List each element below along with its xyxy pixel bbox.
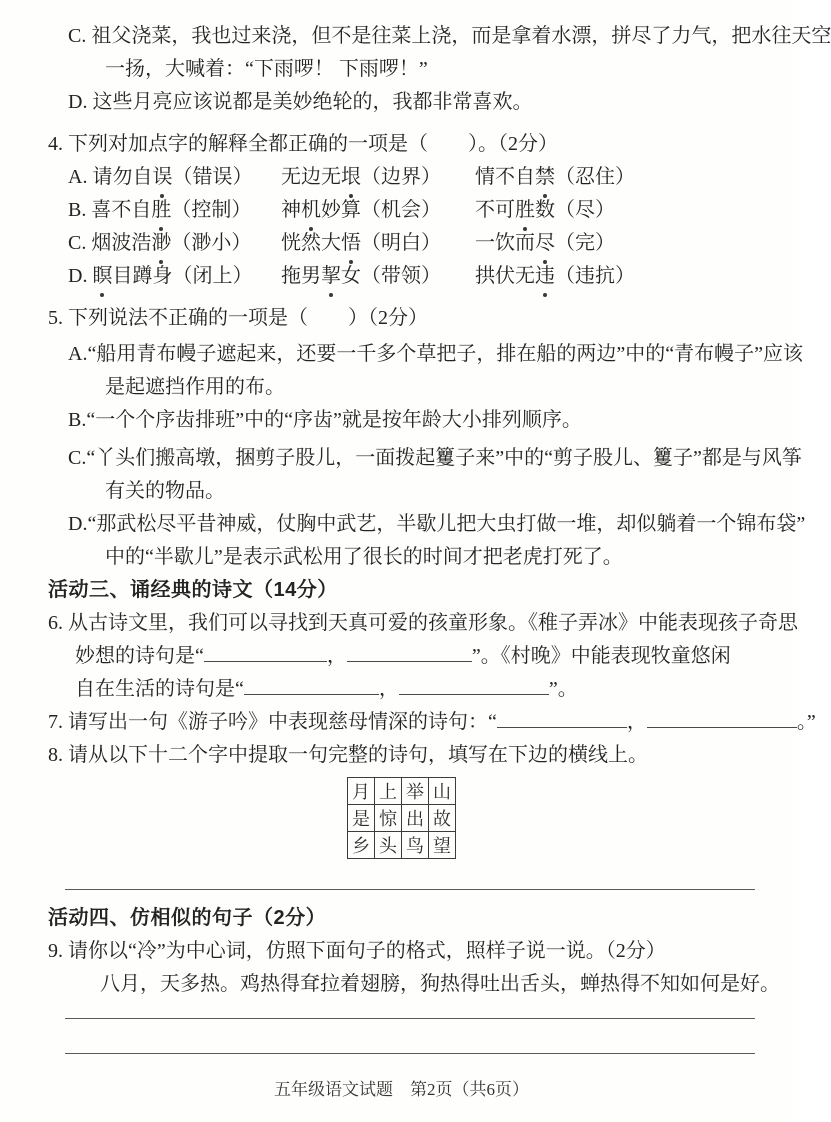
dotted-char: 渺 — [151, 227, 171, 260]
q6-blank-3 — [244, 692, 379, 695]
phrase-post: （违抗） — [555, 265, 635, 287]
phrase-post: （边界） — [361, 166, 441, 188]
phrase-pre: 恍然大 — [281, 232, 341, 254]
q7-text-b: 。” — [796, 711, 816, 733]
phrase-post: （忍住） — [555, 166, 635, 188]
q5-option-c-line1: C.“丫头们搬高墩，捆剪子股儿，一面拨起籰子来”中的“剪子股儿、籰子”都是与风筝 — [68, 447, 802, 469]
q9-example-sentence: 八月，天多热。鸡热得耷拉着翅膀，狗热得吐出舌头，蝉热得不知如何是好。 — [100, 973, 780, 995]
q4-c-phrase-2 — [281, 227, 475, 260]
dotted-char: 尽 — [535, 227, 555, 260]
page-footer: 五年级语文试题 第2页（共6页） — [274, 1080, 529, 1099]
dotted-char: 悟 — [341, 227, 361, 260]
q6-comma-2: ， — [378, 678, 399, 700]
q5-option-c-line2: 有关的物品。 — [105, 480, 225, 502]
q4-option-row-a — [48, 161, 755, 194]
q5-option-d-line2: 中的“半歇儿”是表示武松用了很长的时间才把老虎打死了。 — [105, 546, 623, 568]
q5-option-a-line2: 是起遮挡作用的布。 — [105, 376, 285, 398]
q7-comma: ， — [626, 711, 647, 733]
phrase-post: （渺小） — [171, 232, 252, 254]
q6-comma-1: ， — [326, 645, 347, 667]
q4-a-phrase-2 — [281, 161, 475, 194]
q4-d-label: D. — [68, 265, 93, 287]
phrase-pre: 一饮而 — [475, 232, 535, 254]
grid-cell: 故 — [429, 805, 456, 832]
grid-row — [348, 805, 456, 832]
q4-d-phrase-2 — [281, 260, 475, 293]
q6-line2 — [48, 640, 755, 673]
q8-stem: 8. 请从以下十二个字中提取一句完整的诗句，填写在下边的横线上。 — [48, 744, 648, 766]
q4-a-phrase-3 — [475, 161, 755, 194]
q4-c-phrase-1 — [68, 227, 281, 260]
q4-option-row-c — [48, 227, 755, 260]
q6-line2-text-a: 妙想的诗句是“ — [75, 645, 204, 667]
phrase-pre: 烟波浩 — [91, 232, 152, 254]
q6-line1: 6. 从古诗文里，我们可以寻找到天真可爱的孩童形象。《稚子弄冰》中能表现孩子奇思 — [48, 612, 798, 634]
q4-d-phrase-1 — [68, 260, 281, 293]
phrase-post: 女（带领） — [341, 265, 441, 287]
grid-cell: 鸟 — [402, 832, 429, 859]
dotted-char: 挈 — [321, 260, 341, 293]
phrase-pre: 请勿自 — [92, 166, 153, 188]
q3-option-c-line2: 一扬，大喊着：“下雨啰！ 下雨啰！” — [105, 58, 428, 80]
dotted-char: 胜 — [515, 194, 535, 227]
q3-option-c-line1: C. 祖父浇菜，我也过来浇，但不是往菜上浇，而是拿着水漂，拼尽了力气，把水往天空 — [68, 25, 831, 47]
q6-line2-text-b: ”。《村晚》中能表现牧童悠闲 — [471, 645, 731, 667]
q4-b-phrase-3 — [475, 194, 755, 227]
q4-c-phrase-3 — [475, 227, 755, 260]
grid-cell: 山 — [429, 778, 456, 805]
q6-line3-text-a: 自在生活的诗句是“ — [75, 678, 244, 700]
q4-a-phrase-1 — [68, 161, 281, 194]
q4-option-row-b — [48, 194, 755, 227]
phrase-post: 目蹲身（闭上） — [112, 265, 253, 287]
dotted-char: 禁 — [535, 161, 555, 194]
q9-answer-line-2 — [65, 1053, 755, 1054]
dotted-char: 垠 — [341, 161, 361, 194]
phrase-pre: 神 — [281, 199, 301, 221]
phrase-post: （明白） — [361, 232, 441, 254]
grid-cell: 乡 — [348, 832, 375, 859]
grid-cell: 头 — [375, 832, 402, 859]
grid-cell: 出 — [402, 805, 429, 832]
q5-option-b: B.“一个个序齿排班”中的“序齿”就是按年龄大小排列顺序。 — [68, 409, 582, 431]
q4-option-row-d — [48, 260, 755, 293]
q5-option-a-line1: A.“船用青布幔子遮起来，还要一千多个草把子，排在船的两边”中的“青布幔子”应该 — [68, 343, 803, 365]
section-heading-activity3: 活动三、诵经典的诗文（14分） — [48, 579, 338, 601]
dotted-char: 违 — [535, 260, 555, 293]
q7-text-a: 7. 请写出一句《游子吟》中表现慈母情深的诗句：“ — [48, 711, 497, 733]
phrase-pre: 无边无 — [281, 166, 341, 188]
q6-line3-text-b: ”。 — [548, 678, 578, 700]
phrase-pre: 喜不自 — [91, 199, 152, 221]
section-heading-activity4: 活动四、仿相似的句子（2分） — [48, 907, 327, 929]
q7-blank-2 — [647, 725, 797, 728]
dotted-char: 误 — [152, 161, 172, 194]
phrase-pre: 拖男 — [281, 265, 321, 287]
q3-option-d: D. 这些月亮应该说都是美妙绝轮的，我都非常喜欢。 — [68, 91, 533, 113]
grid-cell: 上 — [375, 778, 402, 805]
phrase-post: 数（尽） — [535, 199, 615, 221]
grid-cell: 是 — [348, 805, 375, 832]
q8-char-grid — [347, 777, 456, 859]
q9-stem: 9. 请你以“冷”为中心词，仿照下面句子的格式，照样子说一说。（2分） — [48, 940, 666, 962]
phrase-post: 妙算（机会） — [321, 199, 441, 221]
dotted-char: 瞑 — [92, 260, 112, 293]
grid-cell: 惊 — [375, 805, 402, 832]
dotted-char: 机 — [301, 194, 321, 227]
q7-line — [48, 706, 816, 739]
grid-row — [348, 832, 456, 859]
q4-stem: 4. 下列对加点字的解释全都正确的一项是（ ）。（2分） — [48, 133, 558, 155]
dotted-char: 胜 — [151, 194, 171, 227]
q4-b-label: B. — [68, 199, 92, 221]
grid-cell: 举 — [402, 778, 429, 805]
q4-c-label: C. — [68, 232, 92, 254]
q8-answer-line — [65, 889, 755, 890]
phrase-pre: 情不自 — [475, 166, 535, 188]
q4-b-phrase-1 — [68, 194, 281, 227]
q6-blank-1 — [204, 659, 327, 662]
phrase-post: （控制） — [171, 199, 252, 221]
q4-a-label: A. — [68, 166, 93, 188]
q7-blank-1 — [497, 725, 627, 728]
q4-b-phrase-2 — [281, 194, 475, 227]
grid-cell: 望 — [429, 832, 456, 859]
phrase-pre: 不可 — [475, 199, 515, 221]
phrase-post: （完） — [555, 232, 615, 254]
grid-row — [348, 778, 456, 805]
q9-answer-line-1 — [65, 1018, 755, 1019]
q5-option-d-line1: D.“那武松尽平昔神威，仗胸中武艺，半歇儿把大虫打做一堆，却似躺着一个锦布袋” — [68, 513, 806, 535]
phrase-pre: 拱伏无 — [475, 265, 535, 287]
q4-d-phrase-3 — [475, 260, 755, 293]
phrase-post: （错误） — [172, 166, 253, 188]
q6-blank-4 — [399, 692, 549, 695]
grid-cell: 月 — [348, 778, 375, 805]
q6-blank-2 — [347, 659, 472, 662]
q6-line3 — [48, 673, 755, 706]
q5-stem: 5. 下列说法不正确的一项是（ ）（2分） — [48, 307, 428, 329]
